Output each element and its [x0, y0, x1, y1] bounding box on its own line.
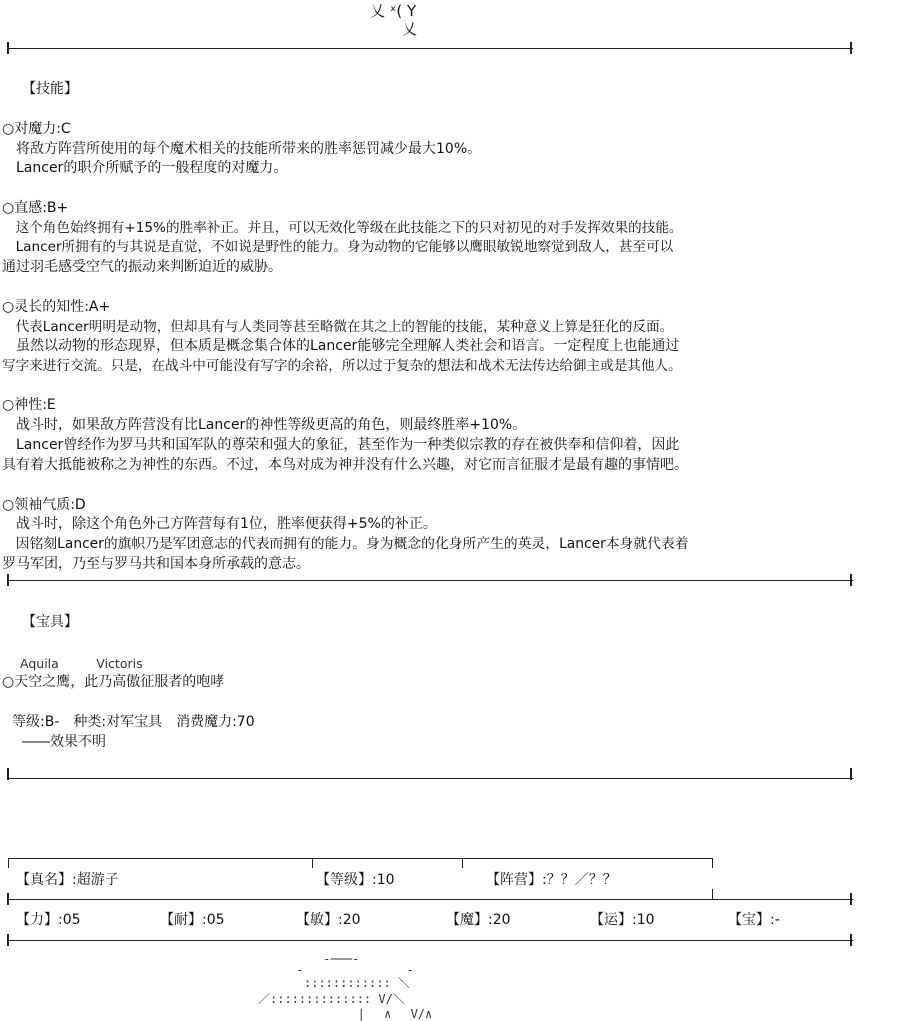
status-table-tick: [712, 889, 713, 899]
skill-text: 这个角色始终拥有+15%的胜率补正。并且，可以无效化等级在此技能之下的只对初见的对手发挥效果的技能。: [2, 220, 683, 236]
noble-phantasm-header: 【宝具】: [22, 614, 78, 630]
skills-header: 【技能】: [22, 81, 78, 97]
top-border: [8, 48, 853, 49]
skill-text: 因铭刻Lancer的旗帜乃是军团意志的代表而拥有的能力。身为概念的化身所产生的英灵，Lancer本身就代表着: [2, 536, 689, 552]
status-table-tick: [712, 858, 713, 868]
skill-text: 虽然以动物的形态现界，但本质是概念集合体的Lancer能够完全理解人类社会和语言。一定程度上也能通过: [2, 338, 680, 354]
skill-title: ○灵长的知性:A+: [2, 299, 111, 315]
border-cap: [850, 42, 852, 54]
skill-text: 写字来进行交流。只是，在战斗中可能没有写字的余裕，所以过于复杂的想法和战术无法传达给御主或是其他人。: [2, 358, 682, 374]
border-cap: [850, 934, 852, 946]
status-param: 【敏】:20: [296, 912, 361, 928]
status-table-rule: [8, 940, 853, 941]
border-cap: [850, 768, 852, 780]
ascii-art-line: - ‐: [296, 963, 414, 977]
section-divider: [8, 778, 853, 779]
ascii-art-line: :::::::::::: ＼: [292, 976, 410, 990]
noble-phantasm-name: ○天空之鹰，此乃高傲征服者的咆哮: [2, 674, 225, 690]
skill-text: Lancer曾经作为罗马共和国军队的尊荣和强大的象征，甚至作为一种类似宗教的存在被供奉和信仰着，因此: [2, 437, 680, 453]
skill-text: 将敌方阵营所使用的每个魔术相关的技能所带来的胜率惩罚减少最大10%。: [2, 141, 482, 157]
status-param: 【宝】:-: [728, 912, 780, 928]
ascii-art-line: -───-: [316, 952, 360, 966]
border-cap: [850, 574, 852, 586]
skill-text: 战斗时，除这个角色外己方阵营每有1位，胜率便获得+5%的补正。: [2, 516, 437, 532]
noble-phantasm-effect: ――效果不明: [22, 734, 106, 750]
status-true-name: 【真名】:超游子: [16, 872, 119, 888]
status-table-rule: [8, 858, 712, 859]
status-param: 【魔】:20: [446, 912, 511, 928]
status-table-tick: [312, 858, 313, 868]
noble-phantasm-ruby: Aquila Victoris: [20, 656, 143, 671]
border-cap: [7, 934, 9, 946]
skill-text: 罗马军团，乃至与罗马共和国本身所承载的意志。: [2, 556, 310, 572]
border-cap: [7, 768, 9, 780]
status-param: 【耐】:05: [160, 912, 225, 928]
status-table-rule: [8, 899, 853, 900]
border-cap: [7, 574, 9, 586]
status-level: 【等级】:10: [316, 872, 395, 888]
skill-title: ○直感:B+: [2, 200, 69, 216]
skill-text: 战斗时，如果敌方阵营没有比Lancer的神性等级更高的角色，则最终胜率+10%。: [2, 417, 527, 433]
noble-phantasm-stats: 等级:B- 种类:对军宝具 消费魔力:70: [12, 714, 255, 730]
status-param: 【运】:10: [590, 912, 655, 928]
border-cap: [7, 893, 9, 905]
skill-text: Lancer的职介所赋予的一般程度的对魔力。: [2, 160, 288, 176]
skill-text: Lancer所拥有的与其说是直觉，不如说是野性的能力。身为动物的它能够以鹰眼敏锐地察觉到敌人，甚至可以: [2, 239, 674, 255]
status-table-tick: [462, 858, 463, 868]
border-cap: [7, 42, 9, 54]
skill-text: 具有着大抵能被称之为神性的东西。不过，本鸟对成为神并没有什么兴趣，对它而言征服才是最有趣的事情吧。: [2, 457, 688, 473]
status-faction: 【阵营】:？？／？？: [486, 872, 617, 888]
skill-title: ○对魔力:C: [2, 121, 71, 137]
section-divider: [8, 580, 853, 581]
border-cap: [850, 893, 852, 905]
skill-title: ○神性:E: [2, 397, 56, 413]
ascii-art-line: ／:::::::::::::: V/＼: [258, 992, 405, 1006]
skill-title: ○领袖气质:D: [2, 497, 86, 513]
skill-text: 通过羽毛感受空气的振动来判断迫近的威胁。: [2, 259, 282, 275]
top-art-line: 乂 ˣ( Y: [370, 2, 417, 20]
ascii-art-line: | ∧ V/∧: [300, 1007, 433, 1021]
skill-text: 代表Lancer明明是动物，但却具有与人类同等甚至略微在其之上的智能的技能，某种意义上算是狂化的反面。: [2, 319, 674, 335]
status-param: 【力】:05: [16, 912, 81, 928]
status-table-tick: [8, 858, 9, 868]
top-art-line: 乂: [402, 20, 418, 38]
